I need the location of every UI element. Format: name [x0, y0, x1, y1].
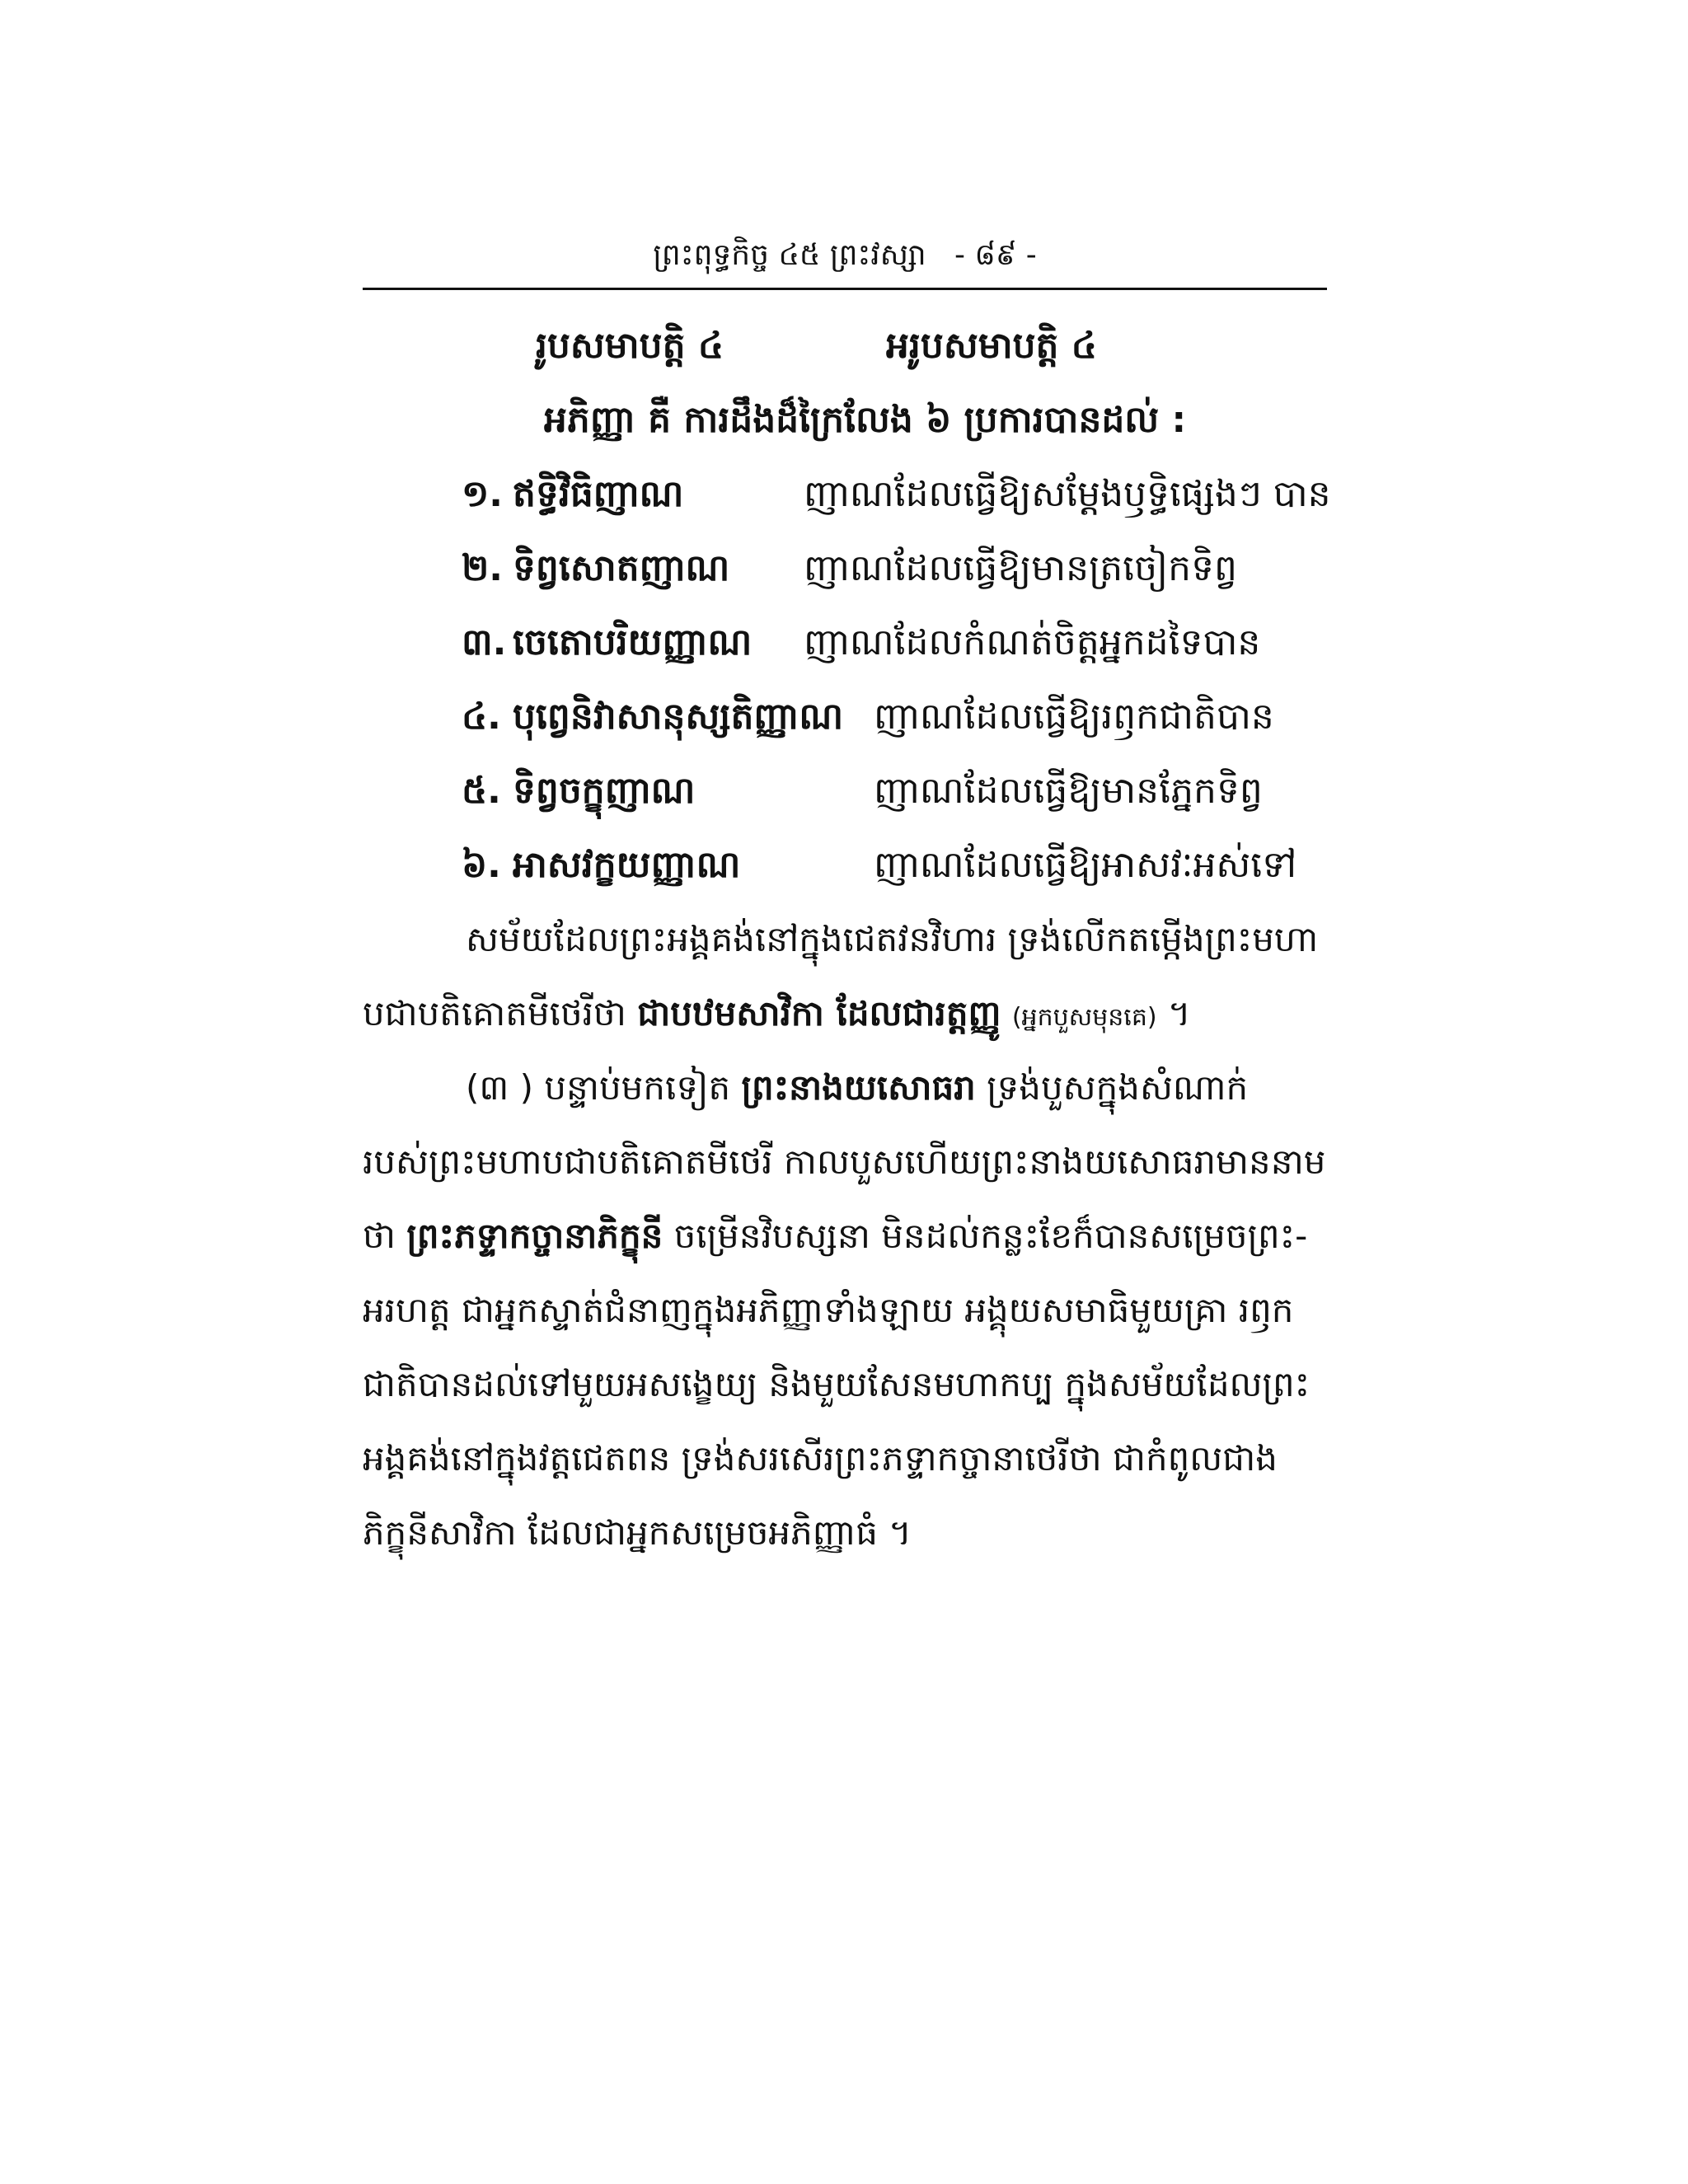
item-term: បុព្វេនិវាសានុស្សតិញ្ញាណ — [513, 696, 844, 738]
rupa-samapatti: រូបសមាបត្តិ ៤ — [536, 325, 724, 367]
paragraph-line — [363, 1203, 1327, 1269]
page-number: - ៨៩ - — [954, 238, 1037, 272]
item-term: ទិព្វចក្ខុញាណ — [513, 770, 696, 812]
item-description: ញាណដែលកំណត់ចិត្តអ្នកដទៃបាន — [804, 621, 1261, 663]
text-span: បជាបតិគោតមីថេរីថា — [363, 993, 626, 1033]
paragraph-line: អរហត្ត ជាអ្នកស្ទាត់ជំនាញក្នុងអភិញ្ញាទាំងឡាយ អង្គុយសមាធិមួយគ្រា រឭក — [363, 1290, 1294, 1330]
text-span: បន្ទាប់មកទៀត — [544, 1067, 731, 1108]
header-title: ព្រះពុទ្ធកិច្ច ៤៥ ព្រះវស្សា — [653, 238, 926, 272]
paragraph-line: សម័យដែលព្រះអង្គគង់នៅក្នុងជេតវនវិហារ ទ្រង់លើកតម្កើងព្រះមហា — [466, 919, 1319, 959]
paragraph-line: របស់ព្រះមហាបជាបតិគោតមីថេរី កាលបួសហើយព្រះនាងយសោធរាមាននាម — [363, 1141, 1326, 1182]
item-description: ញាណដែលធ្វើឱ្យរឭកជាតិបាន — [874, 696, 1274, 738]
bold-text: ជាបឋមសាវិកា ដែលជារត្តញ្ញូ — [637, 993, 1001, 1033]
text-span: ទ្រង់បួសក្នុងសំណាក់ — [987, 1067, 1249, 1108]
text-span: ចម្រើនវិបស្សនា មិនដល់កន្លះខែក៏បានសម្រេចព្រះ- — [673, 1216, 1308, 1256]
item-term: ចេតោបរិយញ្ញាណ — [513, 621, 753, 663]
paragraph-line: ភិក្ខុនីសាវិកា ដែលជាអ្នកសម្រេចអភិញ្ញាធំ ។ — [363, 1512, 912, 1553]
paragraph-line: អង្គគង់នៅក្នុងវត្តជេតពន ទ្រង់សរសើរព្រះភទ្ទាកច្ចានាថេរីថា ជាកំពូលជាង — [363, 1438, 1278, 1479]
header-divider — [363, 288, 1327, 290]
item-description: ញាណដែលធ្វើឱ្យអាសវៈអស់ទៅ — [874, 844, 1297, 886]
item-number: ២. — [462, 547, 504, 589]
text-span: ថា — [363, 1216, 396, 1256]
parenthetical-note: (អ្នកបួសមុនគេ) — [1011, 1003, 1157, 1032]
bold-text: ព្រះភទ្ទាកច្ចានាភិក្ខុនី — [406, 1216, 663, 1256]
item-number: ៣. — [462, 621, 507, 663]
item-number: ៤. — [462, 696, 501, 738]
paragraph-line — [363, 1055, 1327, 1121]
item-number: ៦. — [462, 844, 501, 886]
paragraph-line — [363, 981, 1327, 1051]
arupa-samapatti: អរូបសមាបត្តិ ៤ — [886, 325, 1097, 367]
item-description: ញាណដែលធ្វើឱ្យមានភ្នែកទិព្វ — [874, 770, 1263, 812]
item-number: ១. — [462, 473, 504, 515]
abhinna-title: អភិញ្ញា គឺ ការដឹងដ៏ក្រៃលែង ៦ ប្រការបានដល់ : — [544, 399, 1187, 441]
item-term: ទិព្វសោតញាណ — [513, 547, 730, 589]
section-number: (៣ ) — [466, 1067, 534, 1108]
end-mark: ។ — [1167, 993, 1191, 1033]
item-description: ញាណដែលធ្វើឱ្យមានត្រចៀកទិព្វ — [804, 547, 1237, 589]
item-number: ៥. — [462, 770, 501, 812]
item-term: ឥទ្ធិវិធិញាណ — [513, 473, 684, 515]
item-description: ញាណដែលធ្វើឱ្យសម្ដែងឫទ្ធិផ្សេងៗ បាន — [804, 473, 1331, 515]
item-term: អាសវក្ខយញ្ញាណ — [513, 844, 741, 886]
page-header — [363, 235, 1327, 276]
bold-text: ព្រះនាងយសោធរា — [741, 1067, 976, 1108]
paragraph-line: ជាតិបានដល់ទៅមួយអសង្ខេយ្យ និងមួយសែនមហាកប្ប ក្នុងសម័យដែលព្រះ — [363, 1364, 1311, 1404]
